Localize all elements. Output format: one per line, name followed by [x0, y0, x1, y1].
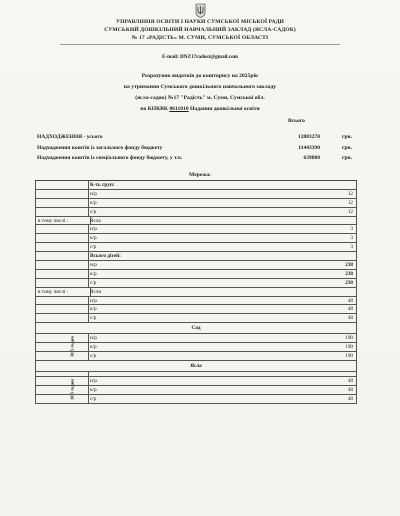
row-code: с/р	[90, 279, 97, 286]
table-row	[35, 305, 357, 314]
row-value: 12	[347, 199, 353, 206]
kpkvk-code: 0611010	[169, 106, 189, 112]
table-row	[35, 252, 357, 261]
special-fund-value: 639880	[303, 155, 320, 161]
special-fund-label: Надходження коштів із спеціального фонду бюджету, у т.ч.	[37, 155, 183, 161]
including-label: в тому числі :	[36, 217, 91, 225]
table-row	[35, 314, 357, 323]
table-row	[35, 377, 357, 386]
revenue-total-currency: грн.	[342, 134, 353, 140]
row-code: с/р	[90, 244, 97, 251]
row-value: 190	[345, 344, 353, 351]
table-row	[35, 261, 357, 270]
row-code: к/р	[90, 344, 97, 351]
header-line-1: УПРАВЛІННЯ ОСВІТИ І НАУКИ СУМСЬКОЇ МІСЬКОЇ РАДИ	[115, 19, 285, 25]
title-line-2: на утримання Сумського дошкільного навчального закладу	[123, 84, 277, 90]
table-row	[35, 386, 357, 395]
coat-of-arms-icon	[195, 3, 206, 18]
table-row	[35, 297, 357, 306]
row-code: к/р	[90, 199, 97, 206]
row-code: к/р	[90, 235, 97, 242]
row-code: с/р	[90, 353, 97, 360]
general-fund-value: 11443390	[298, 145, 320, 151]
nursery-block	[35, 377, 357, 404]
row-value: 3	[350, 235, 353, 242]
row-value: 238	[345, 279, 353, 286]
row-code: н/р	[90, 262, 97, 269]
table-row	[35, 243, 357, 252]
total-column-label: Всього	[288, 118, 305, 124]
row-code: н/р	[90, 335, 97, 342]
table-row	[35, 395, 357, 404]
title-line-4	[0, 106, 400, 112]
table-row	[35, 270, 357, 279]
network-title: Мережа:	[189, 172, 211, 178]
row-code: н/р	[90, 226, 97, 233]
header-line-2: СУМСЬКИЙ ДОШКІЛЬНИЙ НАВЧАЛЬНИЙ ЗАКЛАД (ЯСЛА-САДОК)	[104, 27, 296, 33]
row-value: 12	[347, 190, 353, 197]
kpkvk-prefix: по КПКВК	[140, 106, 168, 112]
general-fund-label: Надходження коштів із загального фонду бюджету	[37, 145, 163, 151]
row-value: 190	[345, 335, 353, 342]
row-value: 12	[347, 208, 353, 215]
general-fund-currency: грн.	[342, 145, 353, 151]
row-code: с/р	[90, 395, 97, 402]
title-line-3: (ясла-садок) №17 "Радість" м. Суми, Сумської обл.	[135, 95, 265, 101]
garden-block	[35, 334, 357, 361]
including-label-2: в тому числі :	[36, 288, 91, 296]
special-fund-currency: грн.	[342, 155, 353, 161]
groups-label: К-ть груп:	[90, 182, 115, 188]
children-label: Всього дітей:	[90, 253, 121, 260]
table-row	[35, 334, 357, 343]
row-value: 48	[347, 395, 353, 402]
row-value: 3	[350, 226, 353, 233]
table-row	[35, 288, 357, 297]
hours-label-2: 10,5 годин	[69, 378, 75, 400]
table-row	[35, 352, 357, 361]
table-row	[35, 279, 357, 288]
row-code: к/р	[90, 306, 97, 313]
section-garden: Сад	[35, 323, 357, 334]
table-row	[35, 225, 357, 234]
table-row	[35, 208, 357, 217]
nursery-label: Ясла	[90, 217, 101, 224]
nursery2-label: Ясли	[90, 288, 102, 295]
table-row	[35, 181, 357, 190]
row-value: 238	[345, 270, 353, 277]
row-code: н/р	[90, 377, 97, 384]
header-line-3: № 17 «РАДІСТЬ» М. СУМИ, СУМСЬКОЇ ОБЛАСТІ	[131, 35, 269, 41]
header-divider	[60, 44, 340, 45]
email: E-mail: DNZ17radost@gmail.com	[161, 54, 238, 60]
revenue-total-value: 12083270	[298, 134, 320, 140]
row-code: к/р	[90, 270, 97, 277]
row-value: 3	[350, 244, 353, 251]
row-value: 238	[345, 262, 353, 269]
row-code: н/р	[90, 190, 97, 197]
row-value: 48	[347, 377, 353, 384]
network-table	[35, 180, 357, 404]
table-row	[35, 343, 357, 352]
table-row	[35, 217, 357, 226]
title-line-1: Розрахунок видатків до кошторису на 2025рік	[141, 73, 259, 79]
row-value: 48	[347, 315, 353, 322]
table-row	[35, 199, 357, 208]
row-code: к/р	[90, 386, 97, 393]
row-code: с/р	[90, 315, 97, 322]
table-row	[35, 190, 357, 199]
kpkvk-suffix: Надання дошкільної освіти	[190, 106, 260, 112]
hours-label: 10,5 годин	[69, 336, 75, 358]
row-code: с/р	[90, 208, 97, 215]
row-value: 48	[347, 297, 353, 304]
row-code: н/р	[90, 297, 97, 304]
revenue-total-label: НАДХОДЖЕННЯ - усього	[37, 134, 103, 140]
row-value: 48	[347, 386, 353, 393]
row-value: 48	[347, 306, 353, 313]
row-value: 190	[345, 353, 353, 360]
table-row	[35, 234, 357, 243]
section-nursery: Ясла	[35, 361, 357, 372]
